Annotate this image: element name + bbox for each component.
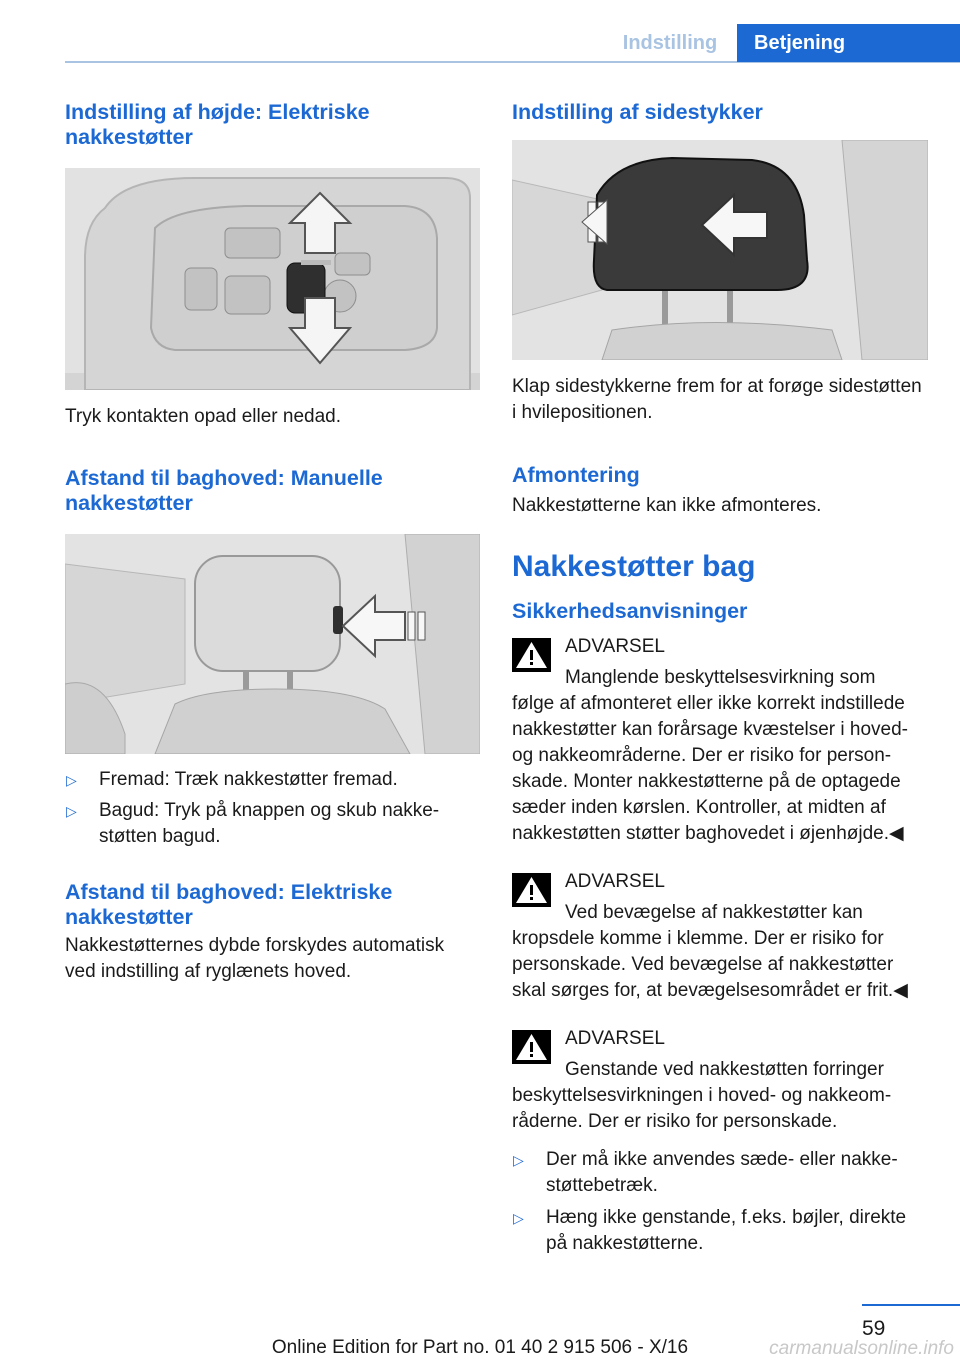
warning-text: kropsdele komme i klemme. Der er risiko for personskade. Ved bevægelse af nakkestøtter skal sørges for, at bevægelsesområdet er frit.◀ [512, 928, 908, 1001]
warning-triangle-icon [512, 1030, 551, 1064]
page-number: 59 [862, 1317, 886, 1340]
list-item [65, 798, 480, 850]
warning-block [512, 869, 928, 1004]
warning-title: ADVARSEL [565, 871, 665, 892]
heading-removal: Afmontering [512, 463, 640, 487]
heading-safety-notes: Sikkerhedsanvisninger [512, 599, 748, 623]
list-item-text: Der må ikke anvendes sæde- eller nakkestøttebetræk. [546, 1149, 898, 1196]
heading-manual-distance: Afstand til baghoved: Manuelle nakkestøtter [65, 466, 383, 515]
right-column [512, 100, 928, 1257]
headrest-manual-illustration [65, 534, 480, 754]
warning-first-line: Manglende beskyttelsesvirkning som [565, 667, 876, 688]
triangle-bullet-icon: ▷ [66, 772, 77, 788]
list-item [65, 767, 480, 793]
warning-triangle-icon [512, 638, 551, 672]
list-item-text: Hæng ikke genstande, f.eks. bøjler, direkte på nakkestøtterne. [546, 1207, 907, 1254]
warning-text: følge af afmonteret eller ikke korrekt indstillede nakkestøtter kan forårsage kvæstelser i hoved- og nakkeområderne. Der er risiko for personskade. Monter nakkestøtterne på de optagede sæder inden kørslen. Kontroller, at midten af nakkestøtten støtter baghovedet i øjenhøjde.◀ [512, 693, 909, 844]
warning-first-line: Genstande ved nakkestøtten forringer [565, 1059, 884, 1080]
section-title-rear-headrests: Nakkestøtter bag [512, 550, 756, 583]
edition-note: Online Edition for Part no. 01 40 2 915 506 - X/16 [271, 1337, 689, 1358]
heading-electric-distance: Afstand til baghoved: Elektriske nakkestøtter [65, 880, 393, 929]
list-item-text: Bagud: Tryk på knappen og skub nakkestøtten bagud. [99, 800, 440, 847]
heading-side-pieces: Indstilling af sidestykker [512, 100, 763, 124]
warning-title: ADVARSEL [565, 1028, 665, 1049]
warning-text: beskyttelsesvirkningen i hoved- og nakkeområderne. Der er risiko for personskade. [512, 1085, 892, 1132]
header-tab-indstilling[interactable]: Indstilling [622, 32, 718, 54]
headrest-side-illustration [512, 140, 928, 360]
warning-triangle-icon [512, 873, 551, 907]
text-auto-depth: Nakkestøtternes dybde forskydes automatisk ved indstilling af ryglænets hoved. [65, 935, 445, 982]
text-fold-sides: Klap sidestykkerne frem for at forøge sidestøtten i hvilepositionen. [512, 376, 922, 423]
list-item-text: Fremad: Træk nakkestøtter fremad. [99, 769, 398, 790]
triangle-bullet-icon: ▷ [513, 1152, 524, 1168]
text-not-removable: Nakkestøtterne kan ikke afmonteres. [512, 495, 822, 516]
warning-title: ADVARSEL [565, 636, 665, 657]
triangle-bullet-icon: ▷ [513, 1210, 524, 1226]
warning-block [512, 634, 928, 847]
left-column [65, 100, 480, 985]
list-item [512, 1205, 928, 1257]
warning-block [512, 1026, 928, 1135]
list-item [512, 1147, 928, 1199]
heading-electric-height: Indstilling af højde: Elektriske nakkestøtter [65, 100, 370, 149]
text-press-switch: Tryk kontakten opad eller nedad. [65, 406, 342, 427]
seat-switch-illustration [65, 168, 480, 390]
header-tab-betjening[interactable]: Betjening [737, 24, 960, 62]
triangle-bullet-icon: ▷ [66, 803, 77, 819]
watermark: carmanualsonline.info [769, 1338, 954, 1359]
warning-first-line: Ved bevægelse af nakkestøtter kan [565, 902, 863, 923]
footer-rule [862, 1304, 960, 1306]
